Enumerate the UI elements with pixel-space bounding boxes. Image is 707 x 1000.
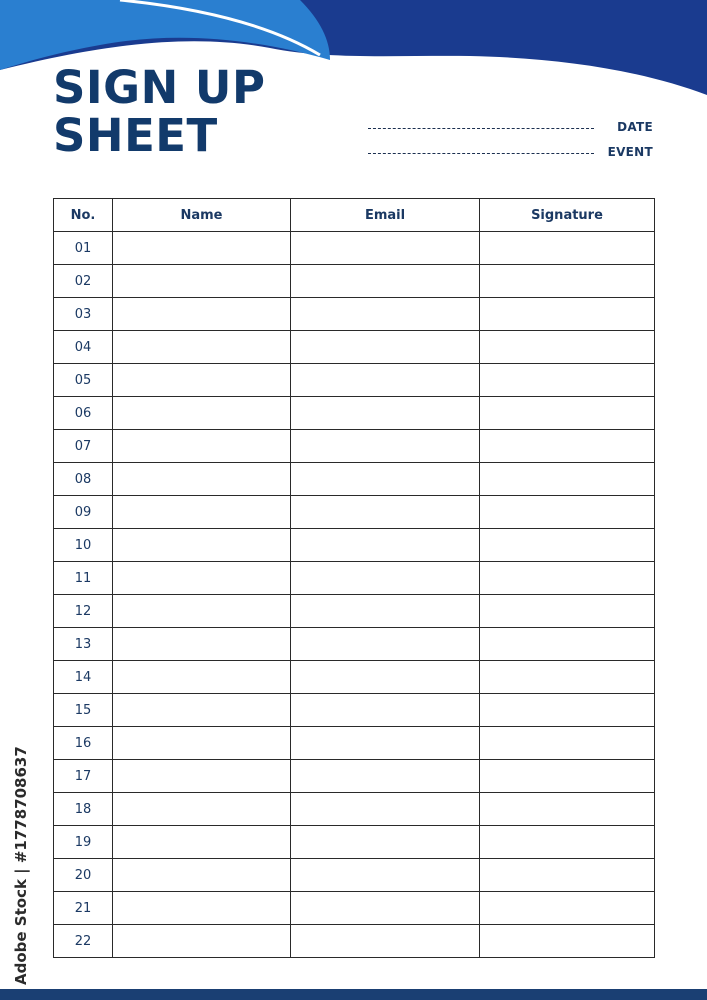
row-number: 19 [54,826,113,859]
signature-cell[interactable] [480,364,655,397]
email-cell[interactable] [291,694,480,727]
signature-cell[interactable] [480,892,655,925]
row-number: 07 [54,430,113,463]
event-fill-line [368,153,594,154]
email-cell[interactable] [291,430,480,463]
name-cell[interactable] [113,892,291,925]
event-label: EVENT [607,145,653,159]
header-signature: Signature [480,199,655,232]
name-cell[interactable] [113,331,291,364]
table-row [54,331,655,364]
email-cell[interactable] [291,562,480,595]
table-row [54,562,655,595]
email-cell[interactable] [291,298,480,331]
email-cell[interactable] [291,628,480,661]
signature-cell[interactable] [480,793,655,826]
header-email: Email [291,199,480,232]
signature-cell[interactable] [480,397,655,430]
row-number: 14 [54,661,113,694]
email-cell[interactable] [291,496,480,529]
row-number: 17 [54,760,113,793]
table-row [54,793,655,826]
signature-cell[interactable] [480,529,655,562]
row-number: 03 [54,298,113,331]
signature-cell[interactable] [480,298,655,331]
name-cell[interactable] [113,529,291,562]
table-row [54,529,655,562]
name-cell[interactable] [113,265,291,298]
table-row [54,694,655,727]
date-label: DATE [617,120,653,134]
name-cell[interactable] [113,595,291,628]
table-row [54,265,655,298]
table-header-row [54,199,655,232]
email-cell[interactable] [291,331,480,364]
name-cell[interactable] [113,694,291,727]
email-cell[interactable] [291,265,480,298]
row-number: 20 [54,859,113,892]
table-row [54,430,655,463]
name-cell[interactable] [113,925,291,958]
name-cell[interactable] [113,430,291,463]
table-row [54,925,655,958]
stock-watermark-id: Adobe Stock | #1778708637 [12,746,30,985]
signature-cell[interactable] [480,925,655,958]
row-number: 21 [54,892,113,925]
event-field[interactable] [368,142,658,162]
signature-cell[interactable] [480,826,655,859]
row-number: 16 [54,727,113,760]
row-number: 11 [54,562,113,595]
row-number: 04 [54,331,113,364]
row-number: 02 [54,265,113,298]
table-row [54,595,655,628]
email-cell[interactable] [291,397,480,430]
table-row [54,727,655,760]
row-number: 09 [54,496,113,529]
signature-cell[interactable] [480,562,655,595]
page-title [53,61,266,162]
name-cell[interactable] [113,727,291,760]
signature-cell[interactable] [480,232,655,265]
email-cell[interactable] [291,364,480,397]
name-cell[interactable] [113,364,291,397]
name-cell[interactable] [113,397,291,430]
table-row [54,826,655,859]
email-cell[interactable] [291,892,480,925]
signature-cell[interactable] [480,628,655,661]
title-line-1: SIGN UP [53,61,266,114]
table-row [54,397,655,430]
name-cell[interactable] [113,232,291,265]
email-cell[interactable] [291,595,480,628]
email-cell[interactable] [291,859,480,892]
table-row [54,628,655,661]
title-line-2: SHEET [53,109,218,162]
table-row [54,859,655,892]
row-number: 10 [54,529,113,562]
row-number: 05 [54,364,113,397]
email-cell[interactable] [291,925,480,958]
signature-cell[interactable] [480,859,655,892]
row-number: 06 [54,397,113,430]
name-cell[interactable] [113,562,291,595]
name-cell[interactable] [113,496,291,529]
signature-cell[interactable] [480,331,655,364]
signup-table [53,198,655,958]
name-cell[interactable] [113,826,291,859]
signature-cell[interactable] [480,595,655,628]
name-cell[interactable] [113,628,291,661]
name-cell[interactable] [113,463,291,496]
signature-cell[interactable] [480,496,655,529]
header-name: Name [113,199,291,232]
email-cell[interactable] [291,463,480,496]
table-row [54,760,655,793]
header-no: No. [54,199,113,232]
name-cell[interactable] [113,760,291,793]
row-number: 22 [54,925,113,958]
date-fill-line [368,128,594,129]
row-number: 12 [54,595,113,628]
name-cell[interactable] [113,661,291,694]
email-cell[interactable] [291,232,480,265]
signature-cell[interactable] [480,430,655,463]
row-number: 08 [54,463,113,496]
email-cell[interactable] [291,529,480,562]
table-row [54,892,655,925]
footer-bar [0,989,707,1000]
email-cell[interactable] [291,826,480,859]
name-cell[interactable] [113,298,291,331]
signature-cell[interactable] [480,694,655,727]
table-row [54,496,655,529]
table-row [54,298,655,331]
table-row [54,463,655,496]
signature-cell[interactable] [480,265,655,298]
email-cell[interactable] [291,727,480,760]
date-field[interactable] [368,117,658,137]
email-cell[interactable] [291,661,480,694]
table-row [54,661,655,694]
row-number: 13 [54,628,113,661]
row-number: 01 [54,232,113,265]
table-row [54,364,655,397]
email-cell[interactable] [291,760,480,793]
signature-cell[interactable] [480,727,655,760]
signature-cell[interactable] [480,661,655,694]
name-cell[interactable] [113,859,291,892]
email-cell[interactable] [291,793,480,826]
row-number: 18 [54,793,113,826]
name-cell[interactable] [113,793,291,826]
signature-cell[interactable] [480,463,655,496]
signature-cell[interactable] [480,760,655,793]
table-row [54,232,655,265]
row-number: 15 [54,694,113,727]
